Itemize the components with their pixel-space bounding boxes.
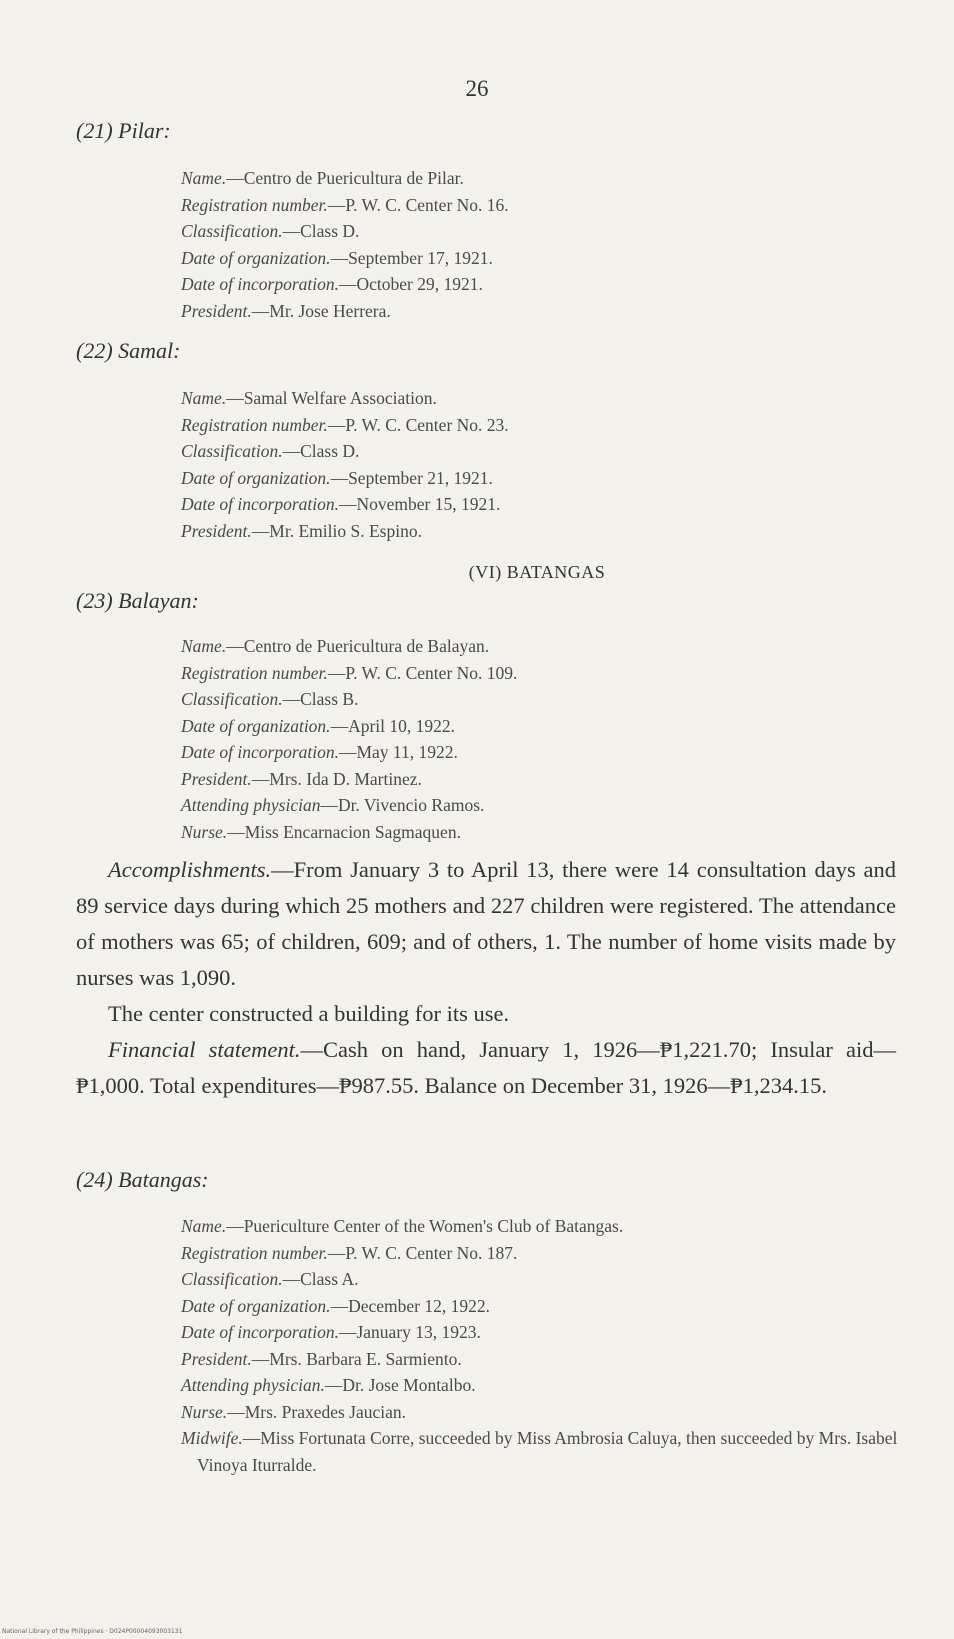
- detail-line: Date of organization.—December 12, 1922.: [181, 1295, 490, 1316]
- entry-number: (24): [76, 1167, 113, 1192]
- library-footer: National Library of the Philippines · D024P00004093003131: [2, 1628, 183, 1635]
- detail-line: Registration number.—P. W. C. Center No. 16.: [181, 194, 509, 215]
- entry-heading-samal: [76, 338, 180, 364]
- entry-details-batangas: [181, 1213, 901, 1478]
- entry-heading-pilar: [76, 118, 171, 144]
- detail-line: Date of incorporation.—January 13, 1923.: [181, 1322, 481, 1342]
- entry-place: Samal:: [118, 338, 181, 363]
- detail-line: Attending physician.—Dr. Jose Montalbo.: [181, 1375, 476, 1395]
- detail-line: Registration number.—P. W. C. Center No. 23.: [181, 414, 509, 435]
- detail-line: Registration number.—P. W. C. Center No. 187.: [181, 1242, 518, 1263]
- detail-line: President.—Mrs. Barbara E. Sarmiento.: [181, 1348, 462, 1369]
- entry-number: (22): [76, 338, 113, 363]
- detail-line: Classification.—Class D.: [181, 221, 360, 241]
- detail-line: President.—Mr. Emilio S. Espino.: [181, 520, 422, 541]
- detail-line: President.—Mrs. Ida D. Martinez.: [181, 768, 422, 789]
- entry-number: (21): [76, 118, 113, 143]
- balayan-report: [76, 852, 896, 1104]
- entry-details-samal: [181, 385, 901, 544]
- detail-line: Date of incorporation.—November 15, 1921.: [181, 494, 501, 514]
- financial-paragraph: Financial statement.—Cash on hand, January 1, 1926—₱1,221.70; Insular aid—₱1,000. Total expenditures—₱987.55. Balance on December 31, 1926—₱1,234.15.: [76, 1037, 896, 1098]
- detail-line: Date of incorporation.—May 11, 1922.: [181, 742, 458, 762]
- entry-heading-batangas: [76, 1167, 209, 1193]
- detail-line: Nurse.—Miss Encarnacion Sagmaquen.: [181, 821, 461, 842]
- page-number: 26: [465, 76, 489, 101]
- detail-line: Nurse.—Mrs. Praxedes Jaucian.: [181, 1401, 407, 1422]
- detail-line: Attending physician—Dr. Vivencio Ramos.: [181, 795, 485, 815]
- detail-line: Date of organization.—September 17, 1921.: [181, 247, 493, 268]
- detail-line: Name.—Centro de Puericultura de Pilar.: [181, 168, 464, 188]
- entry-place: Batangas:: [118, 1167, 209, 1192]
- section-title-batangas: (VI) BATANGAS: [468, 562, 606, 582]
- detail-line: Classification.—Class B.: [181, 689, 359, 709]
- detail-line: Name.—Samal Welfare Association.: [181, 388, 437, 408]
- detail-line: Classification.—Class A.: [181, 1269, 359, 1289]
- detail-line: Registration number.—P. W. C. Center No. 109.: [181, 662, 518, 683]
- detail-line: Date of organization.—April 10, 1922.: [181, 715, 456, 736]
- accomplishments-paragraph: Accomplishments.—From January 3 to April 13, there were 14 consultation days and 89 service days during which 25 mothers and 227 children were registered. The attendance of mothers was 65; of children, 609; and of others, 1. The number of home visits made by nurses was 1,090.: [76, 857, 896, 990]
- entry-heading-balayan: [76, 588, 199, 614]
- detail-line: Date of organization.—September 21, 1921.: [181, 467, 493, 488]
- entry-place: Pilar:: [118, 118, 171, 143]
- detail-line: Name.—Centro de Puericultura de Balayan.: [181, 636, 490, 656]
- detail-line: President.—Mr. Jose Herrera.: [181, 300, 391, 321]
- detail-line: Midwife.—Miss Fortunata Corre, succeeded by Miss Ambrosia Caluya, then succeeded by Mrs. Isabel Vinoya Iturralde.: [181, 1428, 898, 1475]
- building-paragraph: The center constructed a building for its use.: [108, 1001, 510, 1026]
- entry-place: Balayan:: [118, 588, 199, 613]
- detail-line: Name.—Puericulture Center of the Women's Club of Batangas.: [181, 1216, 624, 1236]
- entry-number: (23): [76, 588, 113, 613]
- detail-line: Date of incorporation.—October 29, 1921.: [181, 274, 483, 294]
- entry-details-balayan: [181, 633, 901, 845]
- entry-details-pilar: [181, 165, 901, 324]
- detail-line: Classification.—Class D.: [181, 441, 360, 461]
